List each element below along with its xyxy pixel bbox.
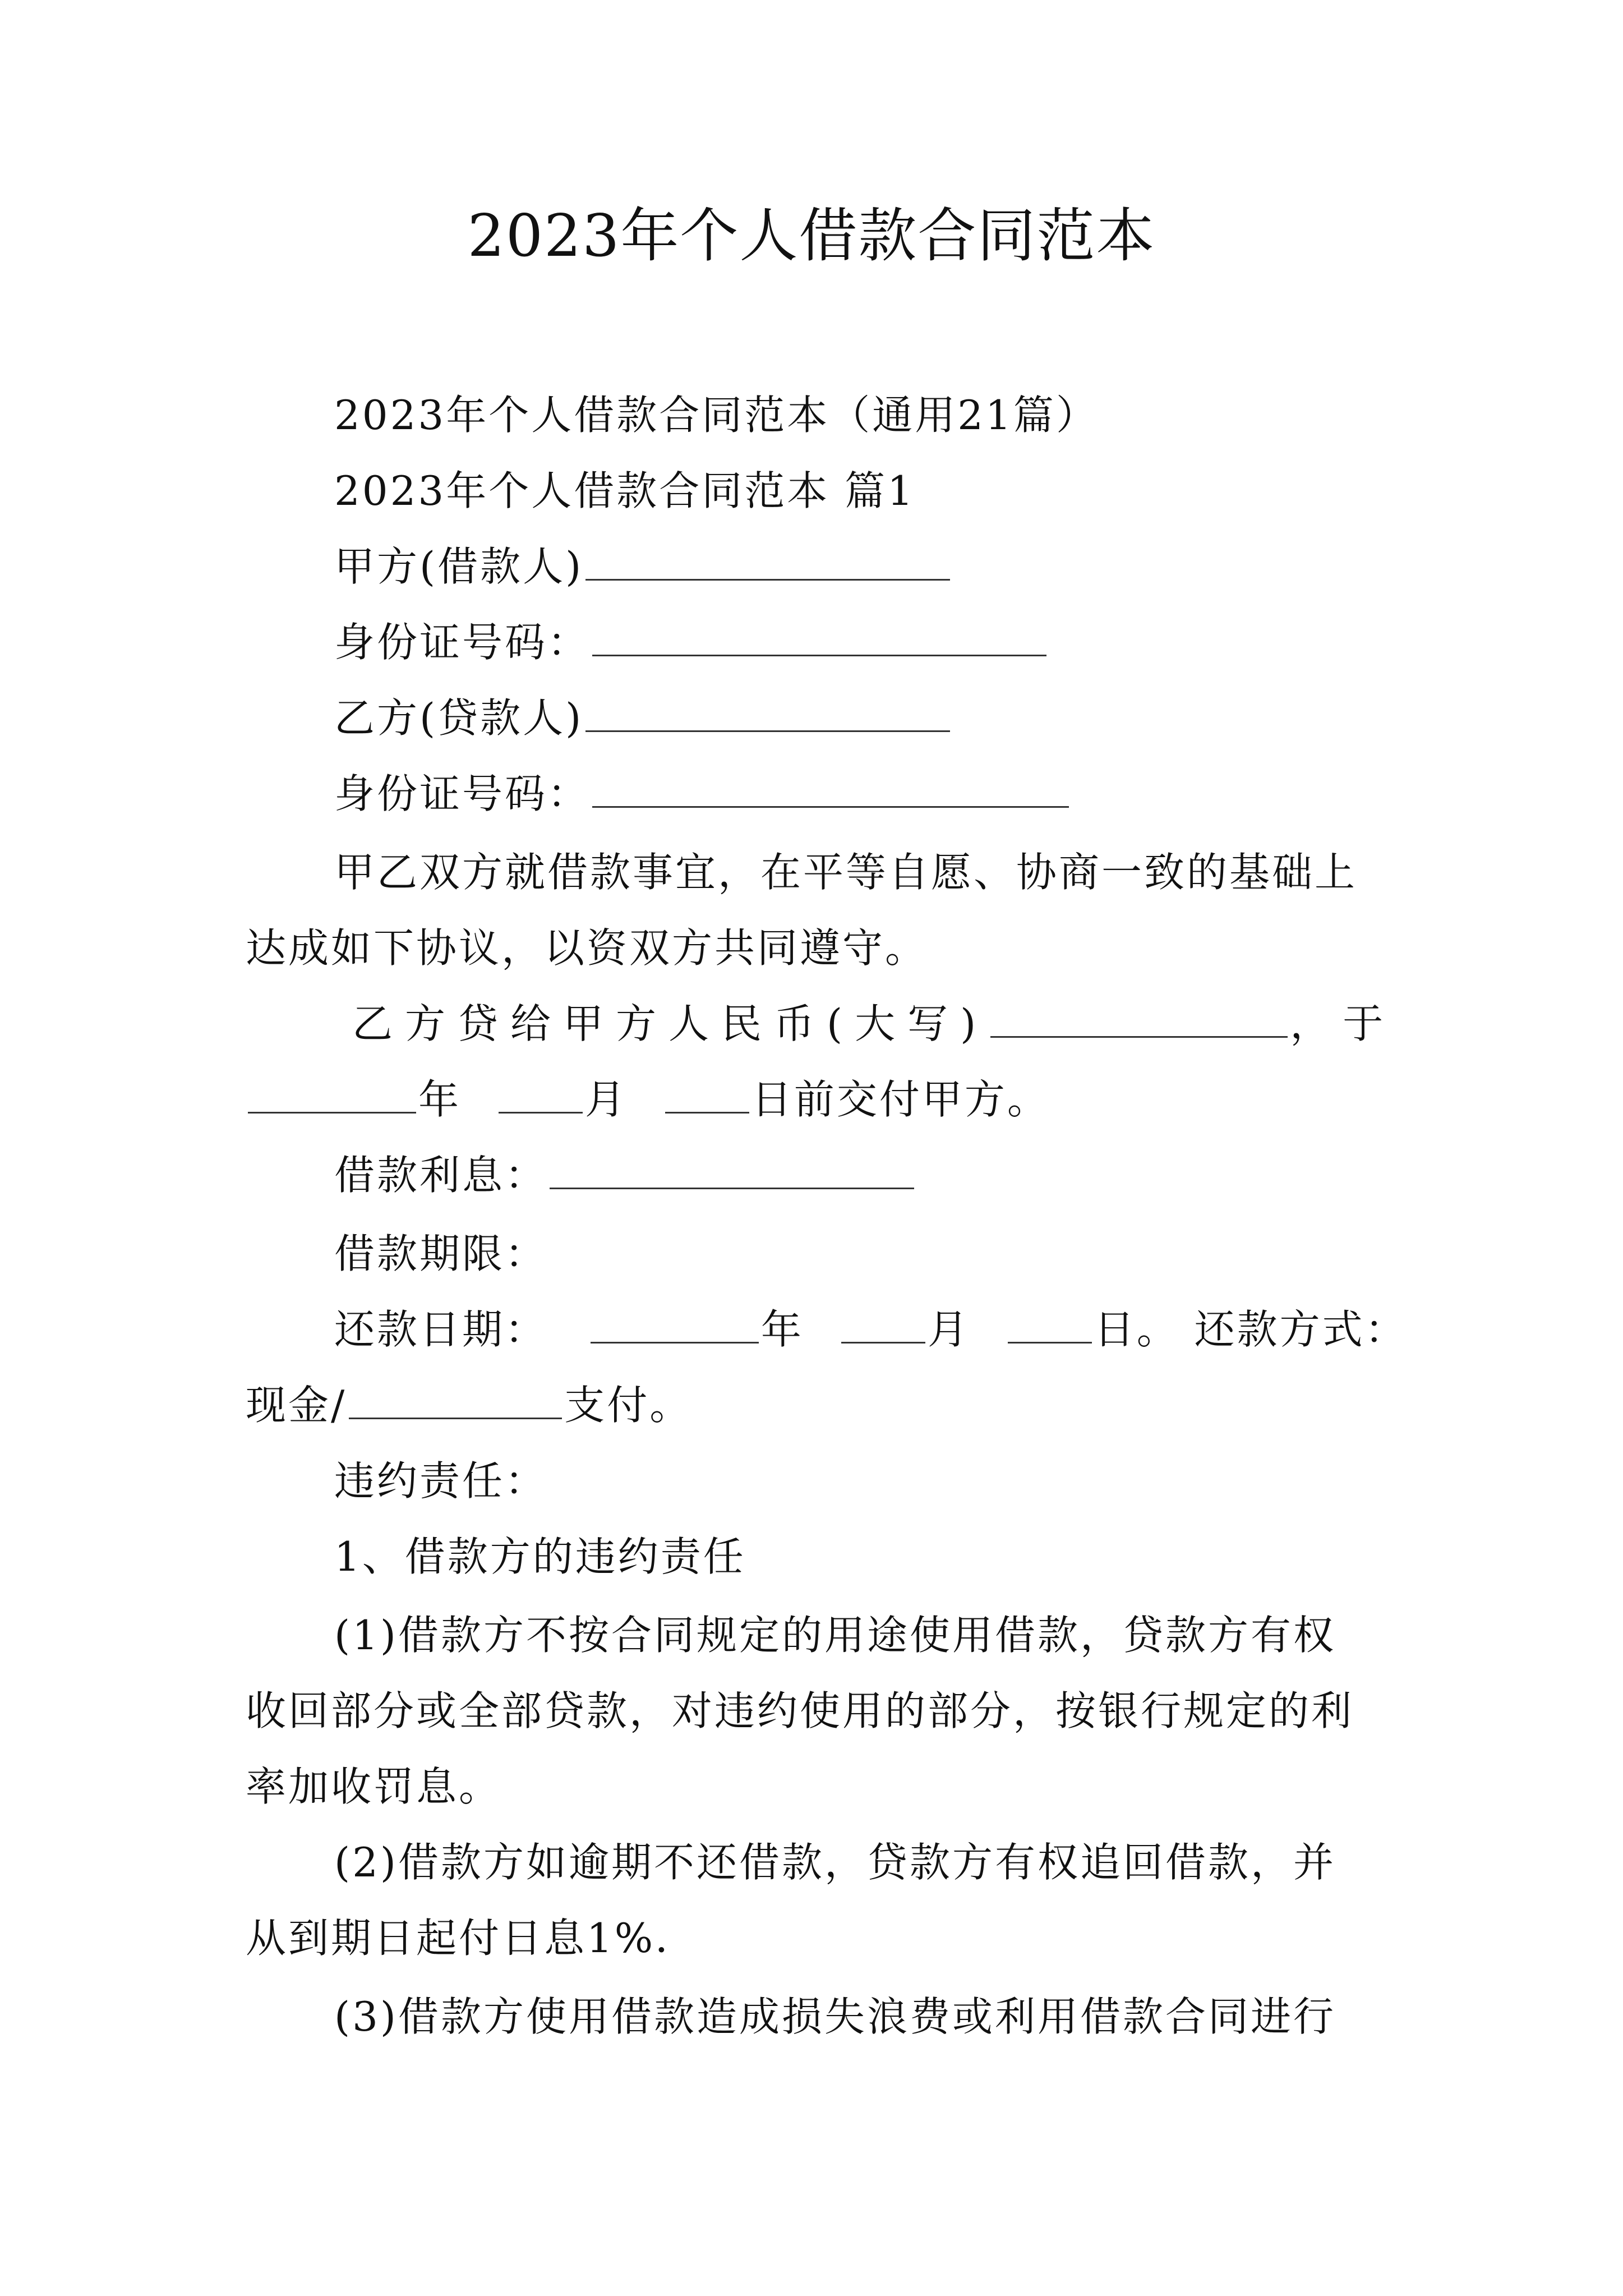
para-3-line-1: (3)借款方使用借款造成损失浪费或利用借款合同进行 <box>334 1993 1336 2040</box>
loan-year-blank[interactable] <box>248 1073 416 1114</box>
id-a-line <box>334 614 1049 670</box>
party-a-line <box>334 539 952 595</box>
party-a-blank[interactable] <box>585 540 950 581</box>
loan-amount-suffix: ，于 <box>1290 1000 1396 1047</box>
section-heading: 2023年个人借款合同范本 篇1 <box>334 467 915 514</box>
id-b-label: 身份证号码： <box>334 770 591 817</box>
day-label: 日前交付甲方。 <box>751 1076 1050 1123</box>
payment-method-blank[interactable] <box>349 1378 562 1419</box>
id-b-line <box>334 766 1071 822</box>
subtitle: 2023年个人借款合同范本（通用21篇） <box>334 392 1099 439</box>
id-a-blank[interactable] <box>592 615 1046 656</box>
month-label: 月 <box>584 1076 628 1123</box>
id-a-label: 身份证号码： <box>334 619 591 666</box>
party-b-blank[interactable] <box>585 691 950 732</box>
para-1-line-3: 率加收罚息。 <box>246 1763 502 1810</box>
loan-amount-blank[interactable] <box>990 997 1288 1038</box>
liability-heading: 违约责任： <box>334 1457 548 1504</box>
repay-date-label: 还款日期： <box>334 1306 548 1353</box>
party-a-label: 甲方(借款人) <box>334 543 584 590</box>
repay-method-label: 日。 还款方式： <box>1094 1306 1408 1353</box>
repay-line-2 <box>246 1377 692 1433</box>
item-1-heading: 1、借款方的违约责任 <box>334 1533 746 1580</box>
payment-suffix: 支付。 <box>564 1382 693 1429</box>
party-b-label: 乙方(贷款人) <box>334 694 584 742</box>
repay-line-1 <box>334 1301 1408 1358</box>
para-1-line-1: (1)借款方不按合同规定的用途使用借款，贷款方有权 <box>334 1612 1336 1659</box>
cash-label: 现金/ <box>246 1382 347 1429</box>
repay-year-blank[interactable] <box>591 1303 759 1343</box>
loan-line-2 <box>246 1071 1050 1128</box>
para-1-line-2: 收回部分或全部贷款，对违约使用的部分，按银行规定的利 <box>246 1687 1354 1734</box>
interest-label: 借款利息： <box>334 1152 548 1199</box>
term-line: 借款期限： <box>334 1230 548 1277</box>
party-b-line <box>334 690 952 746</box>
repay-year-label: 年 <box>760 1306 804 1353</box>
id-b-blank[interactable] <box>592 767 1069 808</box>
loan-line-1 <box>352 996 1395 1052</box>
para-2-line-1: (2)借款方如逾期不还借款，贷款方有权追回借款，并 <box>334 1839 1336 1886</box>
interest-blank[interactable] <box>550 1148 914 1189</box>
loan-day-blank[interactable] <box>665 1073 749 1114</box>
loan-amount-label: 乙方贷给甲方人民币(大写) <box>352 1000 989 1047</box>
interest-line <box>334 1147 916 1203</box>
intro-line-2: 达成如下协议，以资双方共同遵守。 <box>246 924 928 972</box>
document-title: 2023年个人借款合同范本 <box>467 201 1156 270</box>
repay-month-label: 月 <box>927 1306 970 1353</box>
intro-line-1: 甲乙双方就借款事宜，在平等自愿、协商一致的基础上 <box>334 849 1358 896</box>
repay-month-blank[interactable] <box>841 1303 925 1343</box>
loan-month-blank[interactable] <box>499 1073 583 1114</box>
year-label: 年 <box>418 1076 462 1123</box>
para-2-line-2: 从到期日起付日息1%． <box>246 1915 698 1962</box>
repay-day-blank[interactable] <box>1008 1303 1092 1343</box>
